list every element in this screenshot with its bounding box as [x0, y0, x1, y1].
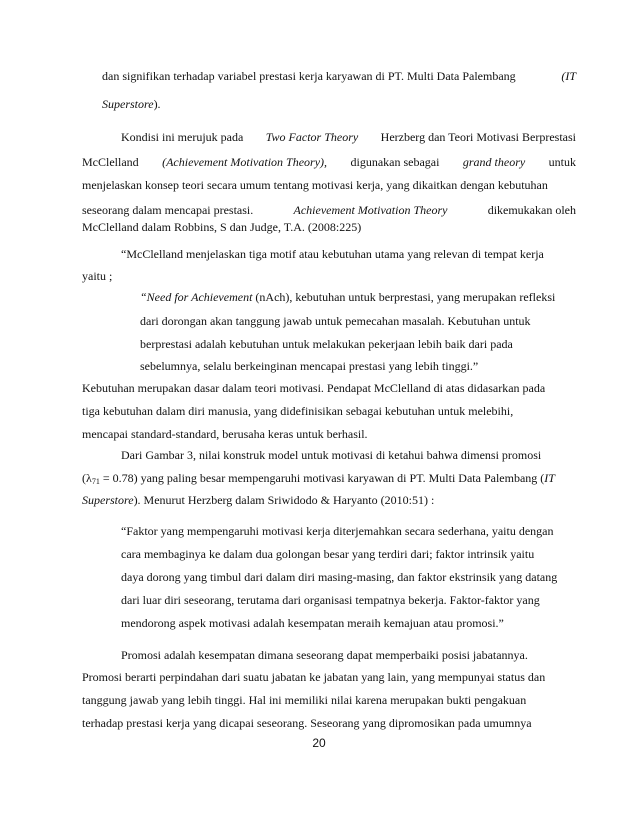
p3-l6-b: ). Menurut Herzberg dalam Sriwidodo & Haryanto (2010:51) : — [133, 493, 435, 507]
p1-line-1 — [121, 130, 576, 144]
quote2-line-3: daya dorong yang timbul dari dalam diri masing-masing, dan faktor ekstrinsik yang datang — [121, 570, 558, 584]
intro-superstore: Superstore — [102, 97, 154, 111]
quote2-line-4: dari luar diri seseorang, terutama dari organisasi tempatnya bekerja. Faktor-faktor yang — [121, 593, 540, 607]
quote1-line-2: dari dorongan akan tanggung jawab untuk pemecahan masalah. Kebutuhan untuk — [140, 314, 531, 328]
p1-l2-c: digunakan sebagai — [350, 155, 440, 169]
p3-line-4: Dari Gambar 3, nilai konstruk model untuk motivasi di ketahui bahwa dimensi promosi — [121, 448, 542, 462]
p1-line-4 — [82, 203, 576, 217]
p3-l5-b: = 0.78) yang paling besar mempengaruhi motivasi karyawan di PT. Multi Data Palembang ( — [102, 471, 545, 485]
quote1-line-4: sebelumnya, selalu berkeinginan mencapai prestasi yang lebih tinggi.” — [140, 359, 479, 373]
p3-l6-a: Superstore — [82, 493, 134, 507]
p1-l2-b: (Achievement Motivation Theory), — [162, 155, 328, 169]
p1-l1-a: Kondisi ini merujuk pada — [121, 130, 244, 144]
lambda-subscript: 71 — [91, 477, 100, 486]
p1-l4-b: Achievement Motivation Theory — [293, 203, 448, 217]
p1-line-3: menjelaskan konsep teori secara umum tentang motivasi kerja, yang dikaitkan dengan kebutuhan — [82, 178, 548, 192]
p1-l1-c: Herzberg dan Teori Motivasi Berprestasi — [380, 130, 576, 144]
quote2-line-5: mendorong aspek motivasi adalah kesempatan meraih kemajuan atau promosi.” — [121, 616, 504, 630]
quote1-line-1 — [140, 290, 555, 304]
intro-close: ). — [153, 97, 161, 111]
p1-line-2 — [82, 155, 576, 169]
p1-l1-b: Two Factor Theory — [265, 130, 359, 144]
p3-l5-c: IT — [544, 471, 555, 485]
p4-line-1: Promosi adalah kesempatan dimana seseorang dapat memperbaiki posisi jabatannya. — [121, 648, 528, 662]
p3-line-6 — [82, 493, 434, 507]
quote1-l1-a: “Need for Achievement — [140, 290, 253, 304]
p1-l4-c: dikemukakan oleh — [487, 203, 576, 217]
p3-line-1: Kebutuhan merupakan dasar dalam teori motivasi. Pendapat McClelland di atas didasarkan pada — [82, 381, 546, 395]
intro-it-open: (IT — [561, 69, 576, 83]
page-number: 20 — [312, 736, 326, 750]
p4-line-4: terhadap prestasi kerja yang dicapai seseorang. Seseorang yang dipromosikan pada umumnya — [82, 716, 532, 730]
p3-line-2: tiga kebutuhan dalam diri manusia, yang didefinisikan sebagai kebutuhan untuk melebihi, — [82, 404, 514, 418]
p1-l2-a: McClelland — [82, 155, 139, 169]
p3-line-5 — [82, 471, 555, 489]
p1-l4-a: seseorang dalam mencapai prestasi. — [82, 203, 254, 217]
quote2-line-2: cara membaginya ke dalam dua golongan besar yang terdiri dari; faktor intrinsik yaitu — [121, 547, 535, 561]
p2-line-1: “McClelland menjelaskan tiga motif atau kebutuhan utama yang relevan di tempat kerja — [121, 247, 544, 261]
intro-line-1 — [102, 69, 576, 83]
quote1-l1-b: (nAch), kebutuhan untuk berprestasi, yang merupakan refleksi — [255, 290, 556, 304]
p1-l2-d: grand theory — [462, 155, 526, 169]
p4-line-3: tanggung jawab yang lebih tinggi. Hal ini memiliki nilai karena merupakan bukti pengakuan — [82, 693, 527, 707]
p3-line-3: mencapai standard-standard, berusaha keras untuk berhasil. — [82, 427, 368, 441]
intro-text: dan signifikan terhadap variabel prestasi kerja karyawan di PT. Multi Data Palembang — [102, 69, 516, 83]
p1-l2-e: untuk — [548, 155, 576, 169]
p4-line-2: Promosi berarti perpindahan dari suatu jabatan ke jabatan yang lain, yang mempunyai status dan — [82, 670, 546, 684]
lambda-symbol: (λ — [82, 471, 92, 485]
p1-line-5: McClelland dalam Robbins, S dan Judge, T.A. (2008:225) — [82, 220, 362, 234]
p2-line-2: yaitu ; — [82, 269, 113, 283]
quote1-line-3: berprestasi adalah kebutuhan untuk melakukan pekerjaan lebih baik dari pada — [140, 337, 513, 351]
quote2-line-1: “Faktor yang mempengaruhi motivasi kerja diterjemahkan secara sederhana, yaitu dengan — [121, 524, 554, 538]
intro-line-2 — [102, 97, 161, 111]
